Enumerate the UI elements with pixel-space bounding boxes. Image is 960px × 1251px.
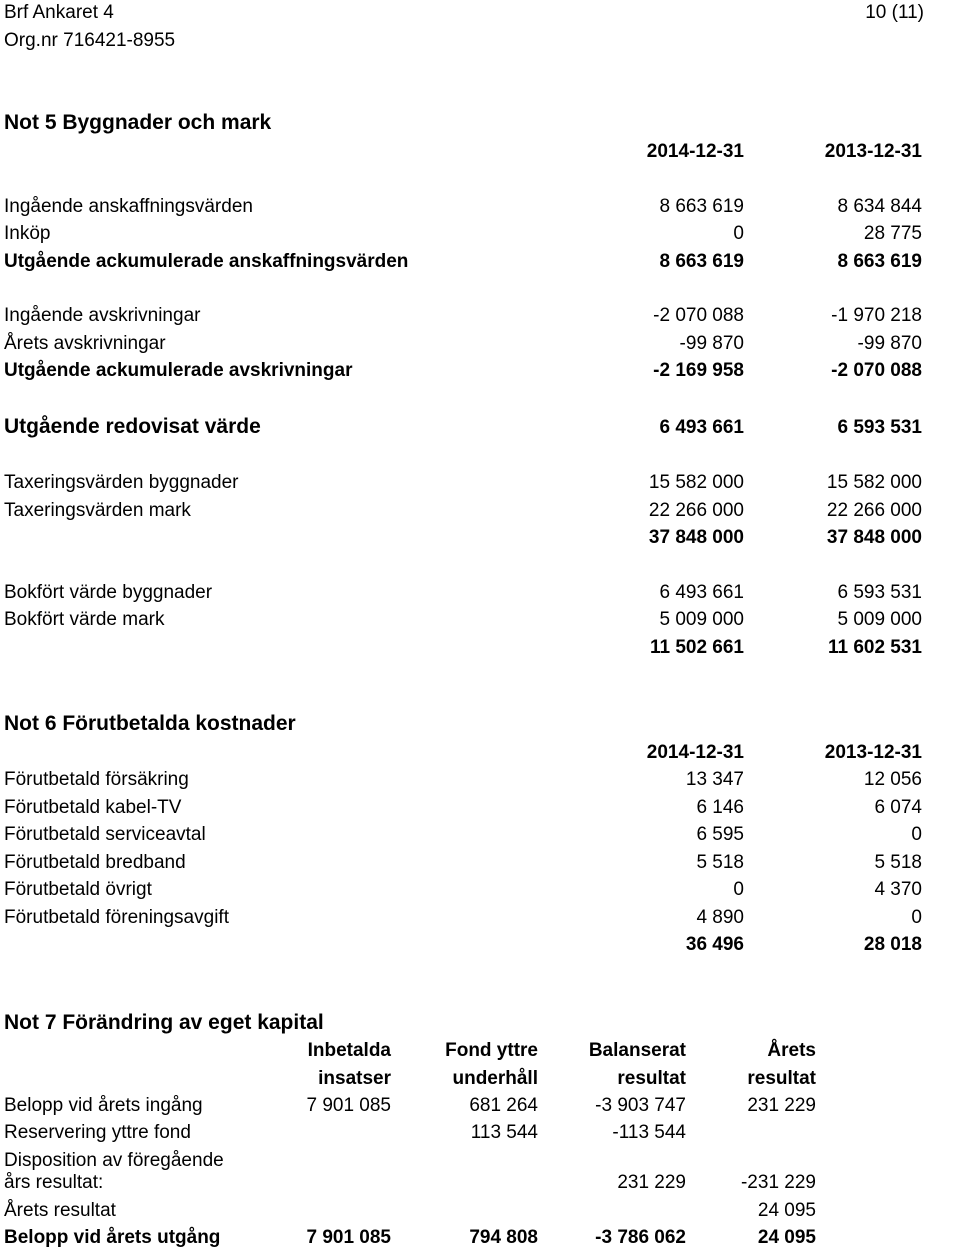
row-value-2013: 6 074 — [874, 797, 922, 818]
row-value-arets: 24 095 — [757, 1200, 816, 1221]
row-label: Utgående ackumulerade avskrivningar — [4, 360, 353, 381]
row-label: Förutbetald föreningsavgift — [4, 907, 229, 928]
row-value-2014: -2 070 088 — [653, 305, 744, 326]
note-5-title: Not 5 Byggnader och mark — [4, 111, 272, 134]
row-label: Reservering yttre fond — [4, 1122, 191, 1143]
row-label: Utgående ackumulerade anskaffningsvärden — [4, 251, 409, 272]
row-label: Förutbetald försäkring — [4, 769, 189, 790]
row-value-2013: 11 602 531 — [827, 637, 922, 658]
row-value-2014: 6 146 — [696, 797, 744, 818]
row-value-2014: -99 870 — [679, 333, 744, 354]
row-value-arets: 231 229 — [747, 1095, 816, 1116]
row-value-2014: 37 848 000 — [648, 527, 744, 548]
row-value-arets: -231 229 — [740, 1172, 816, 1193]
row-value-2014: -2 169 958 — [653, 360, 744, 381]
row-label: Årets resultat — [4, 1200, 116, 1221]
row-value-fond: 681 264 — [469, 1095, 538, 1116]
row-value-2014: 6 493 661 — [659, 417, 744, 438]
col-header-line1: Inbetalda — [307, 1040, 391, 1061]
row-label: Förutbetald kabel-TV — [4, 797, 182, 818]
note-6-col-2014: 2014-12-31 — [646, 742, 744, 763]
row-label: Inköp — [4, 223, 51, 244]
row-value-2013: 8 663 619 — [837, 251, 922, 272]
row-label: Taxeringsvärden byggnader — [4, 472, 239, 493]
row-value-2014: 6 493 661 — [659, 582, 744, 603]
row-value-insatser: 7 901 085 — [306, 1227, 391, 1248]
row-value-2014: 8 663 619 — [659, 251, 744, 272]
row-value-balanserat: 231 229 — [617, 1172, 686, 1193]
row-value-2013: 15 582 000 — [826, 472, 922, 493]
row-value-2014: 0 — [733, 223, 744, 244]
row-label-line2: års resultat: — [4, 1172, 104, 1193]
row-label: Ingående anskaffningsvärden — [4, 196, 253, 217]
col-header-line1: Fond yttre — [445, 1040, 538, 1061]
row-value-2013: -99 870 — [857, 333, 922, 354]
row-value-2013: 6 593 531 — [837, 417, 922, 438]
row-label: Förutbetald övrigt — [4, 879, 152, 900]
col-header-line2: resultat — [747, 1068, 816, 1089]
row-value-fond: 794 808 — [469, 1227, 538, 1248]
row-value-2013: 5 518 — [874, 852, 922, 873]
note-6-title: Not 6 Förutbetalda kostnader — [4, 712, 296, 735]
row-value-2014: 15 582 000 — [648, 472, 744, 493]
row-value-balanserat: -3 903 747 — [595, 1095, 686, 1116]
col-header-line2: insatser — [318, 1068, 391, 1089]
row-label: Bokfört värde byggnader — [4, 582, 213, 603]
row-value-2014: 8 663 619 — [659, 196, 744, 217]
row-value-2013: 28 775 — [863, 223, 922, 244]
row-value-2014: 36 496 — [685, 934, 744, 955]
row-value-fond: 113 544 — [470, 1122, 538, 1143]
row-value-2013: 28 018 — [863, 934, 922, 955]
row-label: Belopp vid årets utgång — [4, 1227, 221, 1248]
org-name: Brf Ankaret 4 — [4, 2, 114, 23]
col-header-line2: underhåll — [452, 1068, 538, 1089]
row-value-2013: -1 970 218 — [831, 305, 922, 326]
row-value-2014: 5 518 — [696, 852, 744, 873]
note-5-col-2014: 2014-12-31 — [646, 141, 744, 162]
row-value-2013: 12 056 — [863, 769, 922, 790]
row-value-2013: 5 009 000 — [837, 609, 922, 630]
row-value-2014: 4 890 — [696, 907, 744, 928]
row-value-2013: 0 — [911, 824, 922, 845]
row-value-arets: 24 095 — [757, 1227, 816, 1248]
row-value-2014: 13 347 — [685, 769, 744, 790]
row-label: Taxeringsvärden mark — [4, 500, 191, 521]
row-value-balanserat: -3 786 062 — [595, 1227, 686, 1248]
row-label: Disposition av föregående — [4, 1150, 224, 1171]
row-label: Ingående avskrivningar — [4, 305, 201, 326]
row-value-2014: 11 502 661 — [649, 637, 744, 658]
row-label: Förutbetald serviceavtal — [4, 824, 206, 845]
row-label: Bokfört värde mark — [4, 609, 165, 630]
row-label: Förutbetald bredband — [4, 852, 186, 873]
note-5-col-2013: 2013-12-31 — [824, 141, 922, 162]
note-6-col-2013: 2013-12-31 — [824, 742, 922, 763]
row-value-2014: 0 — [733, 879, 744, 900]
org-number: Org.nr 716421-8955 — [4, 30, 176, 51]
row-value-2013: 4 370 — [874, 879, 922, 900]
row-value-2013: 8 634 844 — [837, 196, 922, 217]
row-value-2014: 5 009 000 — [659, 609, 744, 630]
row-value-insatser: 7 901 085 — [306, 1095, 391, 1116]
row-value-2013: 0 — [911, 907, 922, 928]
row-value-2013: 37 848 000 — [826, 527, 922, 548]
row-value-2013: 6 593 531 — [837, 582, 922, 603]
col-header-line1: Balanserat — [588, 1040, 686, 1061]
row-value-2014: 22 266 000 — [648, 500, 744, 521]
row-value-2013: 22 266 000 — [826, 500, 922, 521]
row-label: Årets avskrivningar — [4, 333, 166, 354]
col-header-line2: resultat — [617, 1068, 686, 1089]
row-label: Utgående redovisat värde — [4, 415, 261, 438]
row-value-2013: -2 070 088 — [831, 360, 922, 381]
row-value-balanserat: -113 544 — [612, 1122, 686, 1143]
row-label: Belopp vid årets ingång — [4, 1095, 203, 1116]
note-7-title: Not 7 Förändring av eget kapital — [4, 1011, 324, 1034]
row-value-2014: 6 595 — [696, 824, 744, 845]
col-header-line1: Årets — [767, 1040, 816, 1061]
page-number: 10 (11) — [865, 2, 924, 23]
